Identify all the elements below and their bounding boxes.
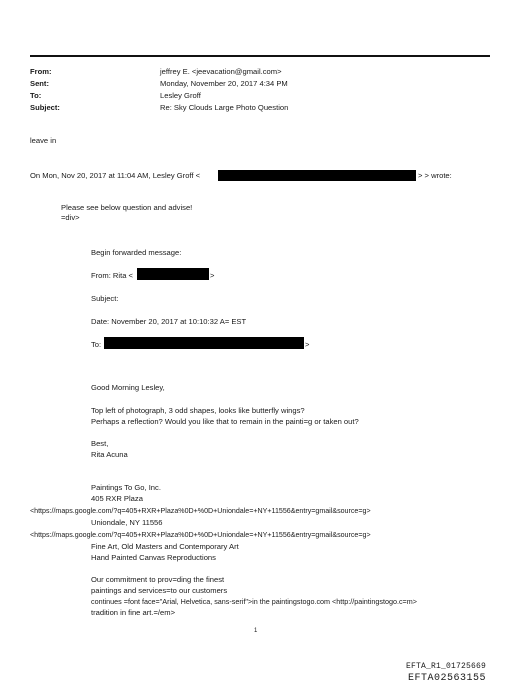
quoted-line: Please see below question and advise! — [61, 203, 193, 212]
services-line: Hand Painted Canvas Reproductions — [91, 553, 216, 562]
commitment-line: paintings and services=to our customers — [91, 586, 228, 595]
commitment-line: continues =font face="Arial, Helvetica, sans-serif">in the paintingstogo.com <http://paintingstogo.c=m> — [91, 597, 417, 606]
wrote-prefix: On Mon, Nov 20, 2017 at 11:04 AM, Lesley Groff < — [30, 171, 201, 180]
redaction-bar — [137, 268, 209, 280]
fwd-from-suffix: > — [210, 271, 215, 280]
commitment-line: tradition in fine art.=/em> — [91, 608, 175, 617]
bates-number-small: EFTA_R1_01725669 — [405, 662, 486, 671]
from-label: From: — [30, 67, 52, 76]
subject-label: Subject: — [30, 103, 60, 112]
quoted-line: =div> — [61, 213, 80, 222]
redaction-bar — [218, 170, 416, 181]
company-name: Paintings To Go, Inc. — [91, 483, 161, 492]
to-label: To: — [30, 91, 42, 100]
closing: Best, — [91, 439, 109, 448]
body-line: Perhaps a reflection? Would you like that to remain in the painti=g or taken out? — [91, 417, 359, 426]
fwd-subject: Subject: — [91, 294, 119, 303]
fwd-date: Date: November 20, 2017 at 10:10:32 A= EST — [91, 317, 247, 326]
map-link: <https://maps.google.com/?q=405+RXR+Plaza%0D+%0D+Uniondale=+NY+11556&entry=gmail&source=g> — [30, 531, 371, 539]
sent-value: Monday, November 20, 2017 4:34 PM — [160, 79, 288, 88]
header-rule — [30, 55, 490, 57]
sent-label: Sent: — [30, 79, 49, 88]
subject-value: Re: Sky Clouds Large Photo Question — [160, 103, 289, 112]
fwd-to-suffix: > — [305, 340, 310, 349]
from-value: jeffrey E. <jeevacation@gmail.com> — [160, 67, 282, 76]
greeting: Good Morning Lesley, — [91, 383, 165, 392]
bates-number-large: EFTA02563155 — [407, 673, 486, 684]
address-line: 405 RXR Plaza — [91, 494, 143, 503]
signature-name: Rita Acuna — [91, 450, 128, 459]
forwarded-header: Begin forwarded message: — [91, 248, 182, 257]
map-link: <https://maps.google.com/?q=405+RXR+Plaza%0D+%0D+Uniondale=+NY+11556&entry=gmail&source=g> — [30, 507, 371, 515]
commitment-line: Our commitment to prov=ding the finest — [91, 575, 225, 584]
fwd-from-prefix: From: Rita < — [91, 271, 133, 280]
page-number: 1 — [254, 628, 258, 634]
reply-text: leave in — [30, 136, 57, 145]
redaction-bar — [104, 337, 304, 349]
to-value: Lesley Groff — [160, 91, 201, 100]
fwd-to-prefix: To: — [91, 340, 102, 349]
body-line: Top left of photograph, 3 odd shapes, looks like butterfly wings? — [91, 406, 305, 415]
services-line: Fine Art, Old Masters and Contemporary Art — [91, 542, 239, 551]
address-line: Uniondale, NY 11556 — [91, 518, 163, 527]
wrote-suffix: > > wrote: — [418, 171, 452, 180]
